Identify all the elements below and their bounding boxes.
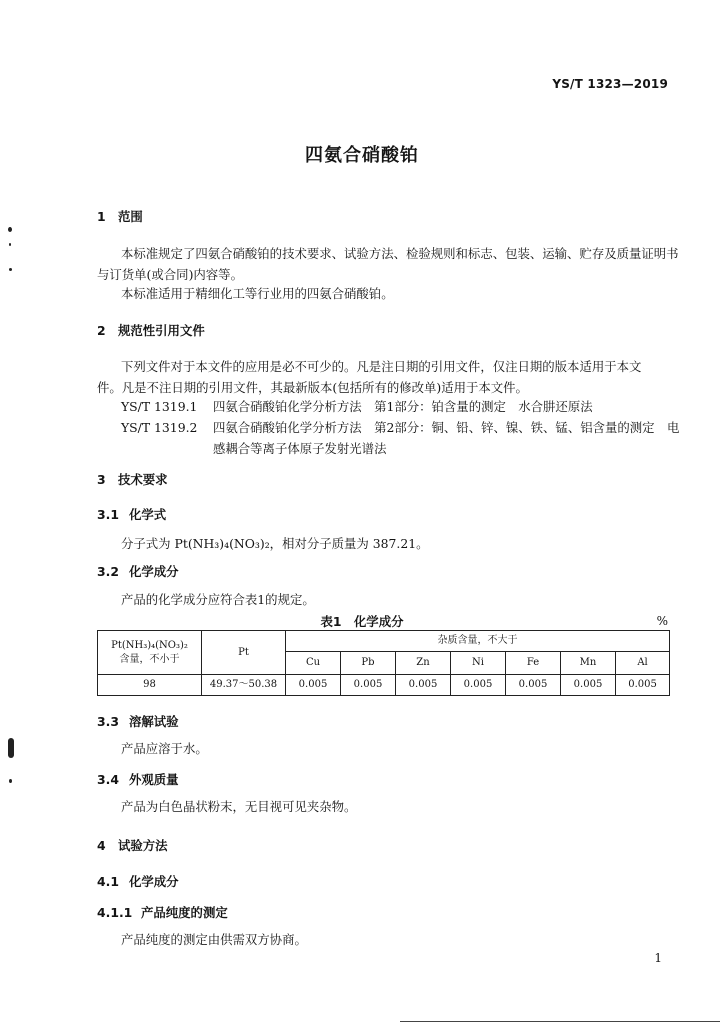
section-3-heading [97, 470, 168, 488]
paragraph-line: 下列文件对于本文件的应用是必不可少的。凡是注日期的引用文件，仅注日期的版本适用于本文 [121, 359, 642, 374]
section-3-4-text: 产品为白色晶状粉末，无目视可见夹杂物。 [121, 799, 357, 814]
chemical-composition-table [97, 630, 670, 696]
section-1-title: 范围 [118, 209, 143, 224]
section-2-paragraph-1 [97, 356, 671, 398]
section-3-4-title: 外观质量 [129, 772, 179, 787]
table-1-title: 表1 化学成分 [320, 614, 404, 629]
section-3-1-number: 3.1 [97, 507, 119, 522]
reference-item [121, 417, 681, 459]
cell-zn: 0.005 [396, 675, 451, 696]
reference-title: 四氨合硝酸铂化学分析方法 第2部分：铜、铅、锌、镍、铁、锰、铝含量的测定 电感耦合等离子体原子发射光谱法 [213, 420, 680, 456]
section-4-number: 4 [97, 838, 106, 853]
header-pb: Pb [341, 652, 396, 675]
section-1-paragraph-1 [97, 243, 679, 285]
section-4-1-number: 4.1 [97, 874, 119, 889]
section-1-number: 1 [97, 209, 106, 224]
section-3-2-text: 产品的化学成分应符合表1的规定。 [121, 592, 315, 607]
header-mn: Mn [561, 652, 616, 675]
table-row [98, 675, 670, 696]
section-2-number: 2 [97, 323, 106, 338]
scan-edge-line [400, 1021, 720, 1022]
header-main-formula: Pt(NH₃)₄(NO₃)₂ [111, 639, 188, 651]
cell-pt: 49.37〜50.38 [202, 675, 286, 696]
scan-mark [9, 243, 11, 246]
section-3-2-title: 化学成分 [129, 564, 179, 579]
header-pt: Pt [202, 631, 286, 675]
section-2-heading [97, 321, 205, 339]
section-4-1-1-number: 4.1.1 [97, 905, 133, 920]
cell-ni: 0.005 [451, 675, 506, 696]
normative-references [121, 396, 681, 459]
section-3-4-number: 3.4 [97, 772, 119, 787]
reference-title: 四氨合硝酸铂化学分析方法 第1部分：铂含量的测定 水合肼还原法 [213, 399, 593, 414]
section-2-title: 规范性引用文件 [118, 323, 205, 338]
section-4-1-1-heading [97, 903, 228, 921]
section-1-heading [97, 207, 143, 225]
header-al: Al [616, 652, 670, 675]
header-main-content [98, 631, 202, 675]
cell-fe: 0.005 [506, 675, 561, 696]
reference-code: YS/T 1319.2 [121, 420, 198, 435]
table-header-row [98, 631, 670, 652]
page-number: 1 [654, 951, 662, 965]
section-4-1-heading [97, 872, 179, 890]
reference-item [121, 396, 681, 417]
header-cu: Cu [286, 652, 341, 675]
section-3-2-heading [97, 562, 179, 580]
scan-mark [9, 779, 12, 783]
standard-code: YS/T 1323—2019 [552, 77, 668, 91]
section-3-3-text: 产品应溶于水。 [121, 741, 208, 756]
section-3-4-heading [97, 770, 179, 788]
section-4-1-title: 化学成分 [129, 874, 179, 889]
section-4-title: 试验方法 [118, 838, 168, 853]
reference-code: YS/T 1319.1 [121, 399, 198, 414]
header-main-label: 含量，不小于 [119, 653, 180, 665]
paragraph-line: 与订货单(或合同)内容等。 [97, 267, 243, 282]
paragraph-line: 本标准规定了四氨合硝酸铂的技术要求、试验方法、检验规则和标志、包装、运输、贮存及质量证明书 [121, 246, 679, 261]
header-impurity: 杂质含量，不大于 [286, 631, 670, 652]
section-4-1-1-text: 产品纯度的测定由供需双方协商。 [121, 932, 307, 947]
section-3-1-title: 化学式 [129, 507, 167, 522]
cell-al: 0.005 [616, 675, 670, 696]
scan-mark [9, 268, 12, 271]
section-3-3-title: 溶解试验 [129, 714, 179, 729]
section-3-title: 技术要求 [118, 472, 168, 487]
cell-main: 98 [98, 675, 202, 696]
scan-mark [8, 738, 14, 758]
header-fe: Fe [506, 652, 561, 675]
table-1-unit: % [656, 614, 668, 628]
paragraph-line: 件。凡是不注日期的引用文件，其最新版本(包括所有的修改单)适用于本文件。 [97, 380, 528, 395]
header-ni: Ni [451, 652, 506, 675]
cell-pb: 0.005 [341, 675, 396, 696]
scan-mark [8, 227, 12, 232]
section-4-1-1-title: 产品纯度的测定 [141, 905, 228, 920]
section-4-heading [97, 836, 168, 854]
cell-mn: 0.005 [561, 675, 616, 696]
section-3-1-heading [97, 505, 166, 523]
section-3-number: 3 [97, 472, 106, 487]
section-3-1-text: 分子式为 Pt(NH₃)₄(NO₃)₂，相对分子质量为 387.21。 [121, 536, 429, 551]
section-1-paragraph-2: 本标准适用于精细化工等行业用的四氨合硝酸铂。 [121, 286, 394, 301]
section-3-2-number: 3.2 [97, 564, 119, 579]
cell-cu: 0.005 [286, 675, 341, 696]
section-3-3-heading [97, 712, 179, 730]
header-zn: Zn [396, 652, 451, 675]
document-title: 四氨合硝酸铂 [305, 145, 419, 166]
section-3-3-number: 3.3 [97, 714, 119, 729]
